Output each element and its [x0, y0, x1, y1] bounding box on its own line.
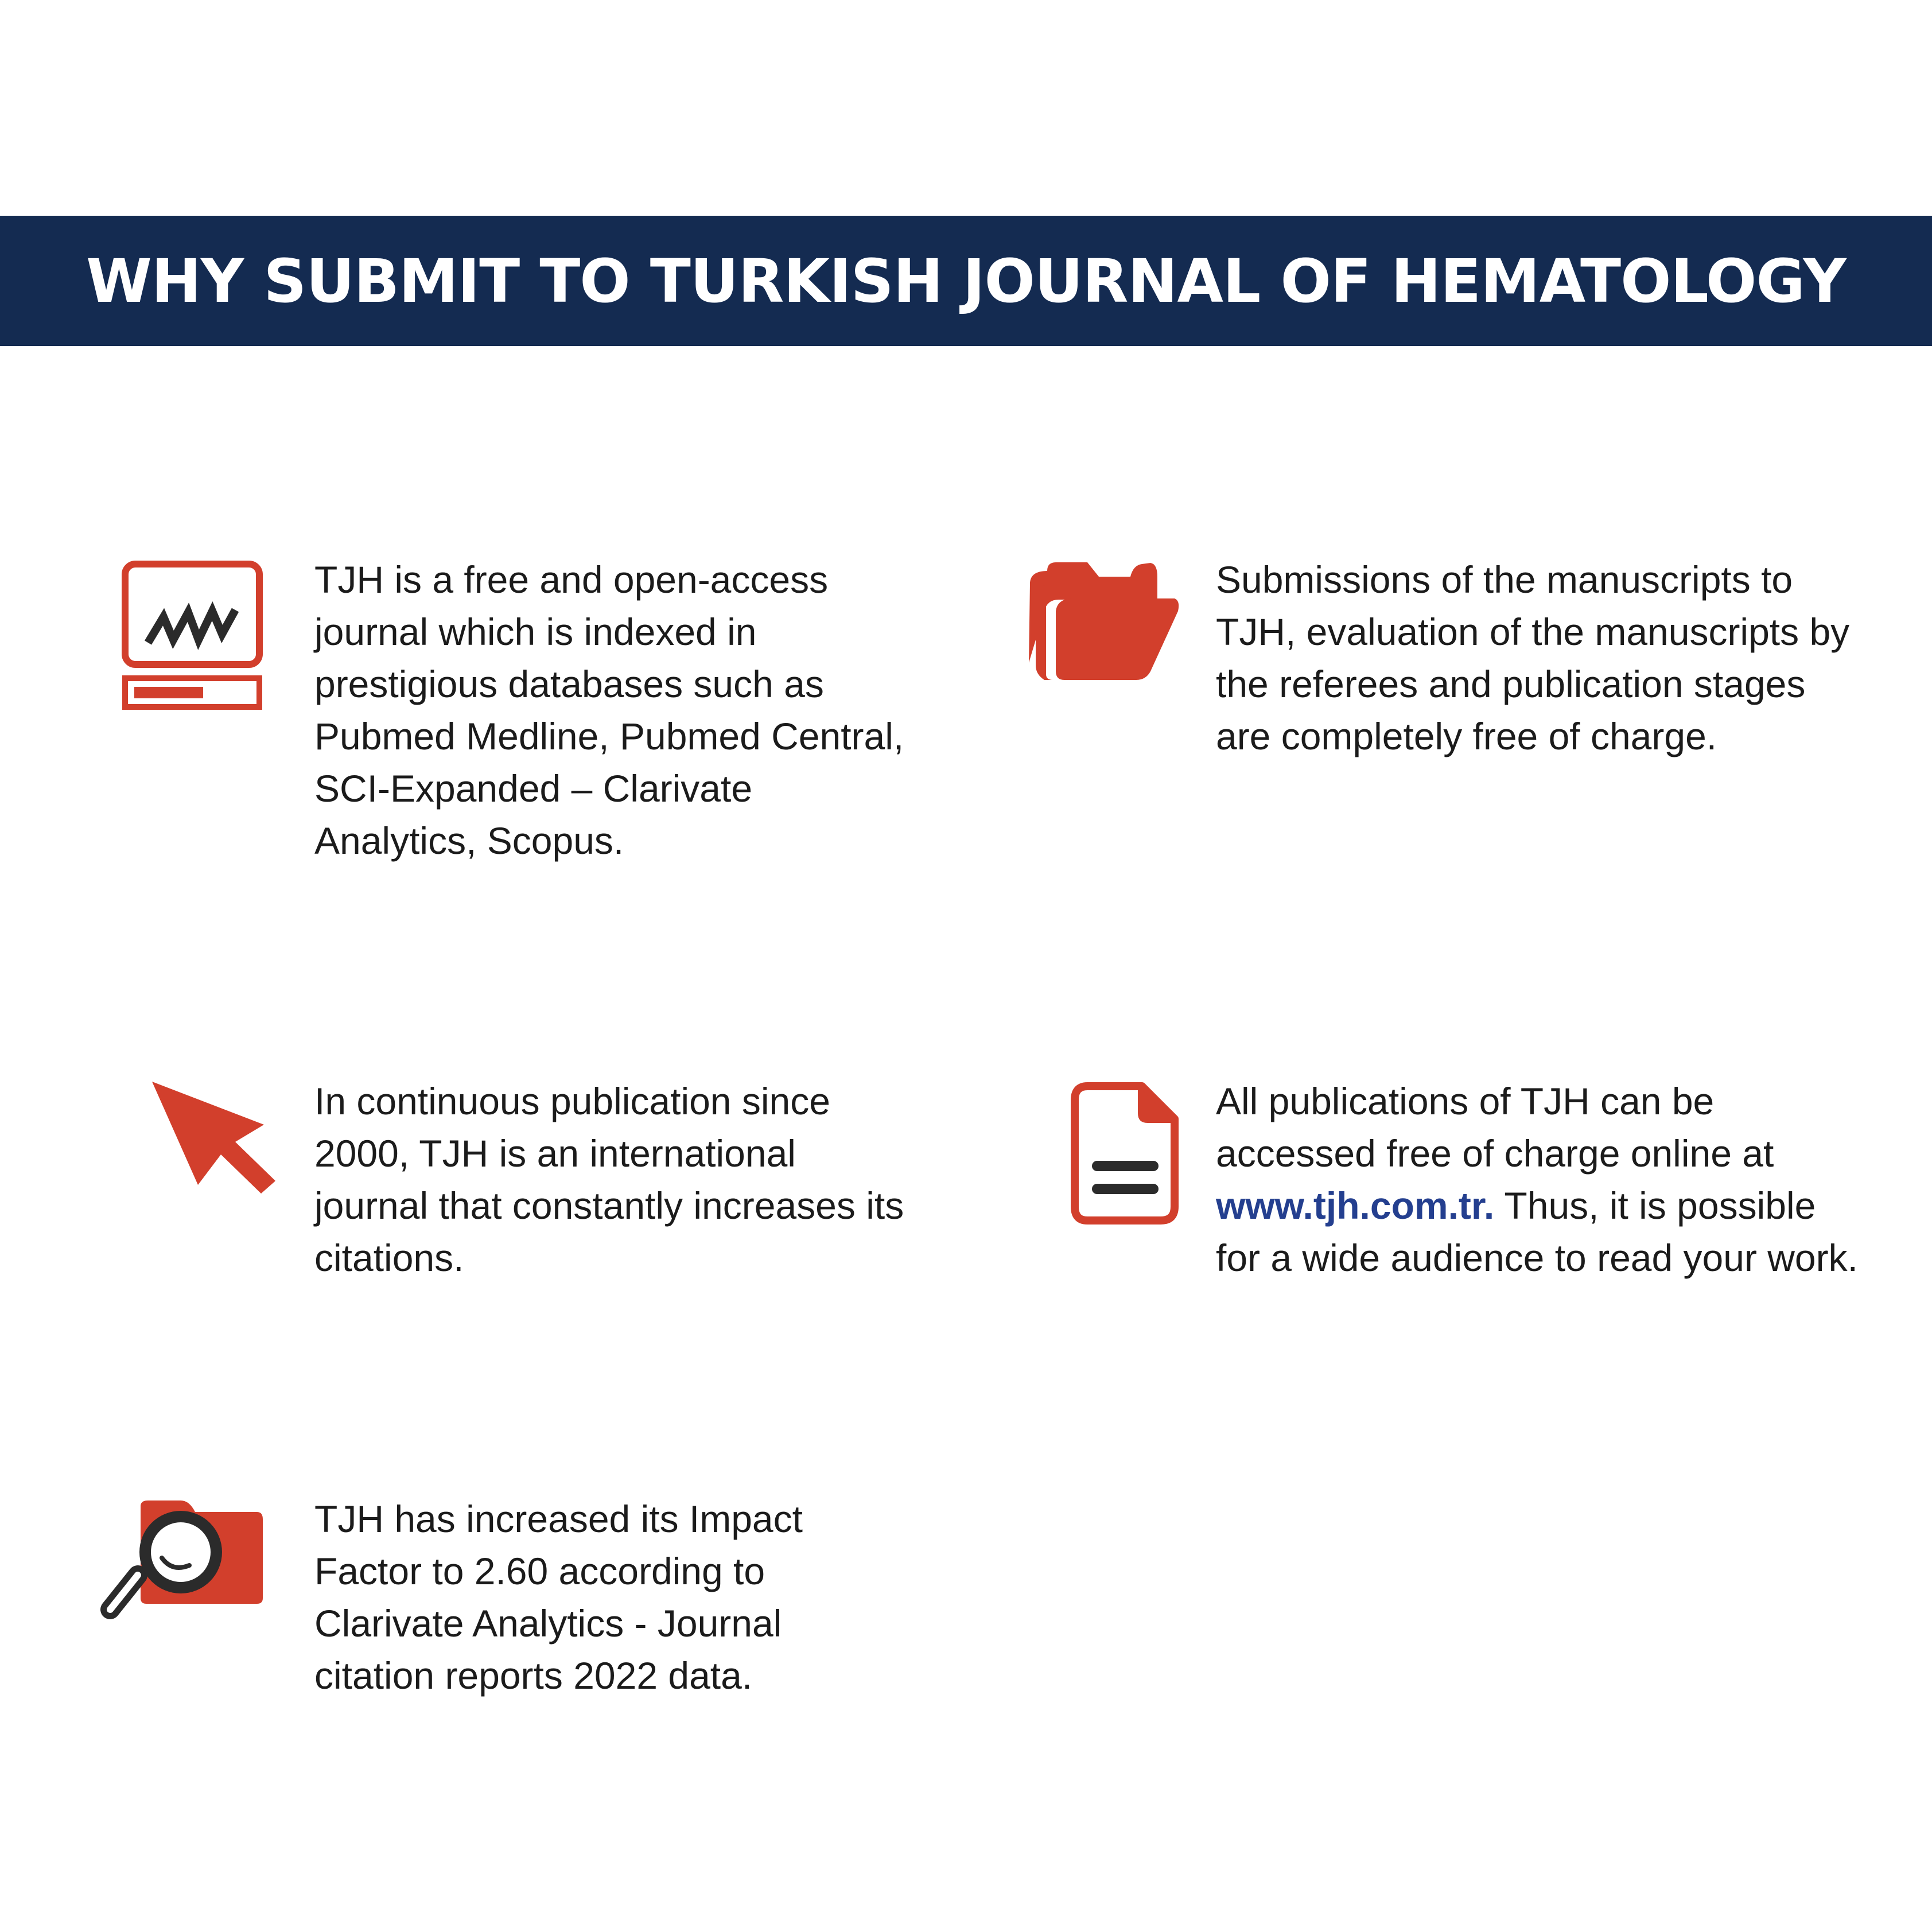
website-link[interactable]: www.tjh.com.tr.: [1216, 1184, 1495, 1227]
monitor-chart-icon: [120, 559, 264, 714]
open-folder-icon: [1024, 559, 1182, 686]
item-text-continuous-publication: In continuous publication since 2000, TJH is an international journal that constantly increases its citations.: [314, 1080, 904, 1279]
item-text-online-access: [1216, 1075, 1864, 1284]
cursor-arrow-icon: [149, 1079, 278, 1205]
document-icon: [1070, 1082, 1179, 1225]
item-text-impact-factor: TJH has increased its Impact Factor to 2.60 according to Clarivate Analytics - Journal citation reports 2022 data.: [314, 1498, 803, 1697]
page-title: WHY SUBMIT TO TURKISH JOURNAL OF HEMATOLOGY: [86, 246, 1846, 316]
online-access-text-end: Thus, it is possible for a wide audience to read your work.: [1216, 1184, 1858, 1279]
item-text-free-submission: Submissions of the manuscripts to TJH, evaluation of the manuscripts by the referees and publication stages are completely free of charge.: [1216, 558, 1850, 757]
header-banner: [0, 216, 1932, 346]
online-access-text-start: All publications of TJH can be accessed free of charge online at: [1216, 1080, 1774, 1175]
item-text-indexed: TJH is a free and open-access journal which is indexed in prestigious databases such as Pubmed Medline, Pubmed Central, SCI-Expanded – Clarivate Analytics, Scopus.: [314, 558, 904, 862]
folder-search-icon: [98, 1498, 270, 1627]
